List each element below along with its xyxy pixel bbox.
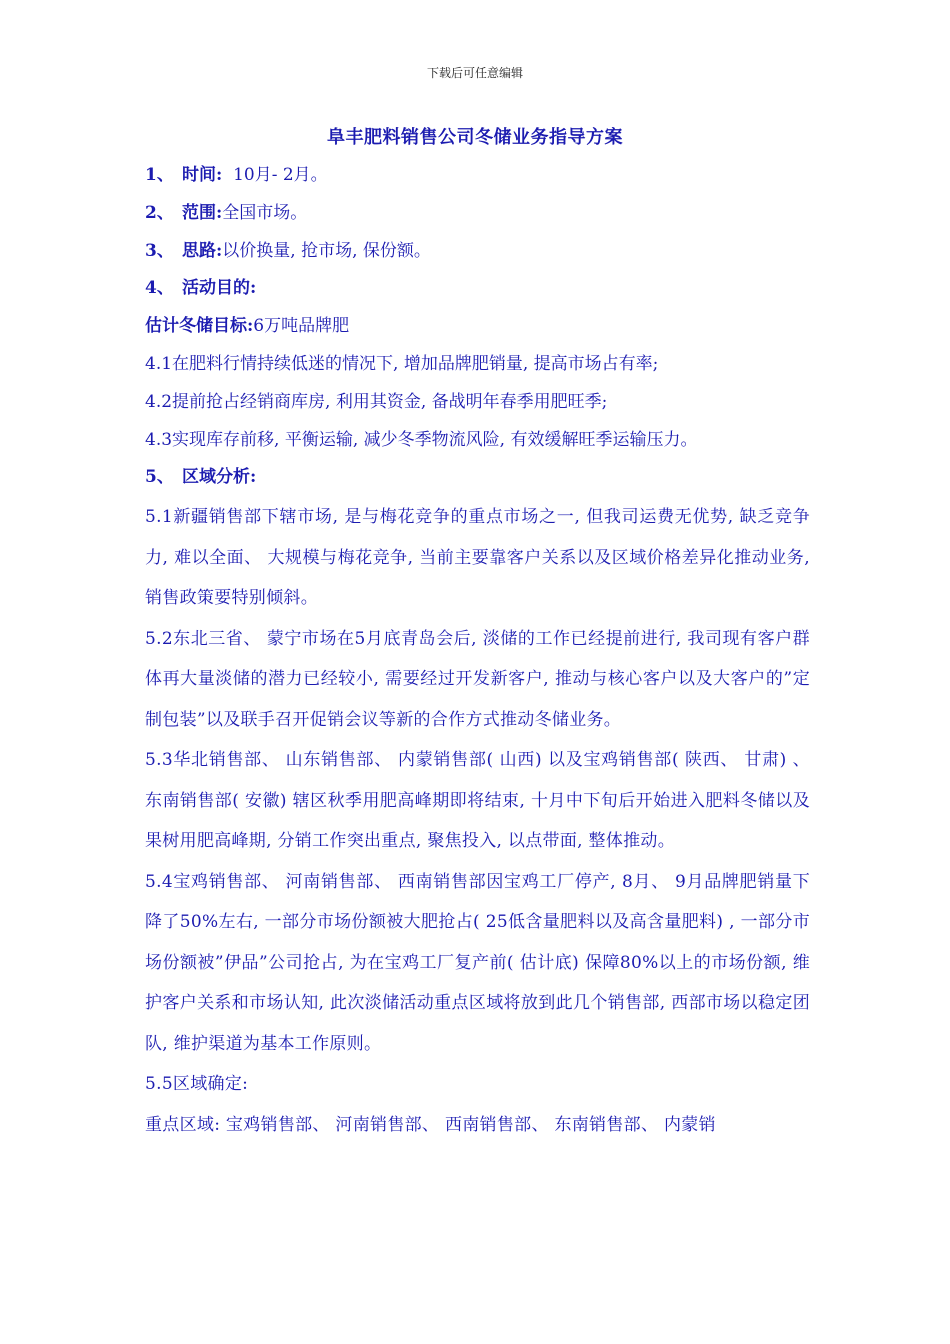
section-number: 1、 bbox=[145, 165, 174, 185]
section-label: 区域分析: bbox=[182, 467, 257, 488]
paragraph-5-5: 5.5区域确定: bbox=[145, 1074, 249, 1095]
storage-target bbox=[145, 308, 810, 346]
paragraph-4-2: 4.2提前抢占经销商库房, 利用其资金, 备战明年春季用肥旺季; bbox=[145, 391, 608, 412]
paragraph-4-3: 4.3实现库存前移, 平衡运输, 减少冬季物流风险, 有效缓解旺季运输压力。 bbox=[145, 429, 698, 450]
section-4-purpose bbox=[145, 270, 810, 308]
document-body bbox=[145, 157, 810, 1145]
paragraph-5-1: 5.1新疆销售部下辖市场, 是与梅花竞争的重点市场之一, 但我司运费无优势, 缺乏竞争力, 难以全面、 大规模与梅花竞争, 当前主要靠客户关系以及区域价格差异化推动业务, 销售政策要特别倾斜。 bbox=[145, 507, 810, 609]
document-title: 阜丰肥料销售公司冬储业务指导方案 bbox=[327, 127, 623, 148]
paragraph-4-1: 4.1在肥料行情持续低迷的情况下, 增加品牌肥销量, 提高市场占有率; bbox=[145, 353, 659, 374]
section-number: 2、 bbox=[145, 202, 174, 223]
section-value: 全国市场。 bbox=[222, 202, 308, 223]
section-3-approach bbox=[145, 233, 810, 271]
section-label: 时间: bbox=[182, 165, 223, 185]
target-value: 6万吨品牌肥 bbox=[253, 316, 350, 337]
section-2-scope bbox=[145, 195, 810, 233]
paragraph-5-3: 5.3华北销售部、 山东销售部、 内蒙销售部( 山西) 以及宝鸡销售部( 陕西、 甘肃) 、 东南销售部( 安徽) 辖区秋季用肥高峰期即将结束, 十月中下旬后开始进入肥料冬储以及果树用肥高峰期, 分销工作突出重点, 聚焦投入, 以点带面, 整体推动。 bbox=[145, 750, 810, 852]
section-label: 活动目的: bbox=[182, 278, 257, 299]
target-label: 估计冬储目标: bbox=[145, 316, 254, 337]
section-label: 思路: bbox=[182, 240, 223, 261]
section-value: 以价换量, 抢市场, 保份额。 bbox=[222, 240, 431, 261]
section-5-region-analysis bbox=[145, 459, 810, 497]
section-value: 10月- 2月。 bbox=[222, 165, 328, 185]
section-number: 3、 bbox=[145, 240, 174, 261]
paragraph-5-2: 5.2东北三省、 蒙宁市场在5月底青岛会后, 淡储的工作已经提前进行, 我司现有客户群体再大量淡储的潜力已经较小, 需要经过开发新客户, 推动与核心客户以及大客户的”定制包装”以及联手召开促销会议等新的合作方式推动冬储业务。 bbox=[145, 628, 810, 730]
section-label: 范围: bbox=[182, 202, 223, 223]
paragraph-5-4: 5.4宝鸡销售部、 河南销售部、 西南销售部因宝鸡工厂停产, 8月、 9月品牌肥销量下降了50%左右, 一部分市场份额被大肥抢占( 25低含量肥料以及高含量肥料) , 一部分市场份额被”伊品”公司抢占, 为在宝鸡工厂复产前( 估计底) 保障80%以上的市场份额, 维护客户关系和市场认知, 此次淡储活动重点区域将放到此几个销售部, 西部市场以稳定团队, 维护渠道为基本工作原则。 bbox=[145, 871, 810, 1054]
section-1-time bbox=[145, 157, 810, 195]
section-number: 4、 bbox=[145, 278, 174, 299]
paragraph-key-regions: 重点区域: 宝鸡销售部、 河南销售部、 西南销售部、 东南销售部、 内蒙销 bbox=[145, 1114, 716, 1135]
header-note: 下载后可任意编辑 bbox=[426, 66, 523, 80]
section-number: 5、 bbox=[145, 467, 174, 488]
